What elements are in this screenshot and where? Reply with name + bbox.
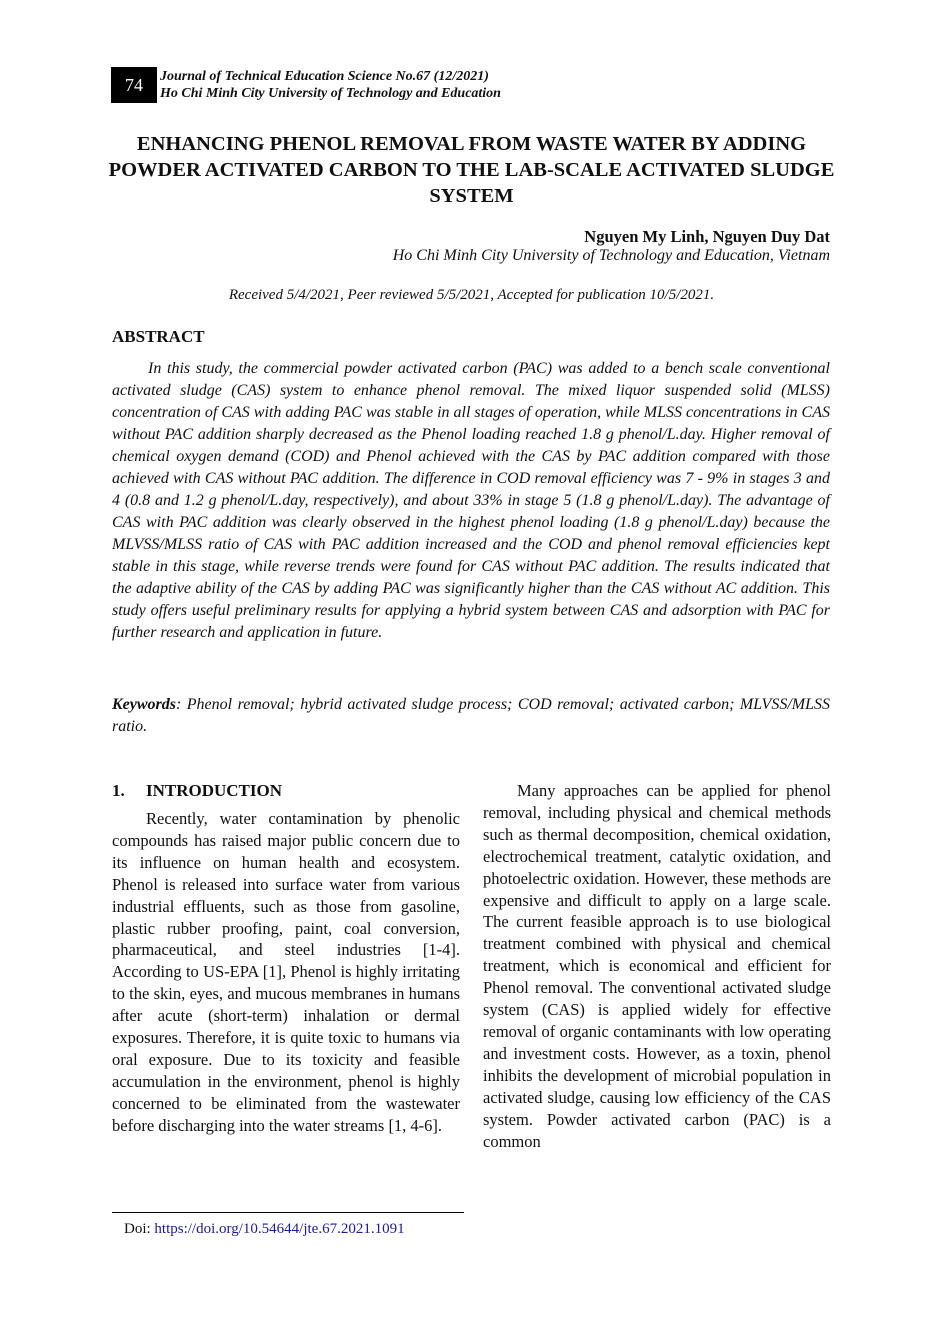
keywords-text: : Phenol removal; hybrid activated sludge process; COD removal; activated carbon; MLVSS/MLSS ratio. <box>112 696 830 735</box>
authors: Nguyen My Linh, Nguyen Duy Dat <box>584 227 830 246</box>
journal-header <box>160 68 501 102</box>
doi-label: Doi: <box>124 1221 155 1237</box>
page-number: 74 <box>111 67 157 103</box>
keywords-label: Keywords <box>112 696 176 713</box>
section-title: INTRODUCTION <box>146 781 283 800</box>
right-column <box>483 780 831 1152</box>
journal-publisher: Ho Chi Minh City University of Technology and Education <box>160 86 501 101</box>
doi-footnote <box>124 1221 405 1238</box>
section-heading-introduction <box>112 780 460 802</box>
abstract-text: In this study, the commercial powder activated carbon (PAC) was added to a bench scale conventional activated sludge (CAS) system to enhance phenol removal. The mixed liquor suspended solid (MLSS) concentration of CAS with adding PAC was stable in all stages of operation, while MLSS concentrations in CAS without PAC addition sharply decreased as the Phenol loading reached 1.8 g phenol/L.day. Higher removal of chemical oxygen demand (COD) and Phenol achieved with the CAS by PAC addition compared with those achieved with CAS without PAC addition. The difference in COD removal efficiency was 7 - 9% in stages 3 and 4 (0.8 and 1.2 g phenol/L.day, respectively), and about 33% in stage 5 (1.8 g phenol/L.day). The advantage of CAS with PAC addition was clearly observed in the highest phenol loading (1.8 g phenol/L.day) because the MLVSS/MLSS ratio of CAS with PAC addition increased and the COD and phenol removal efficiencies kept stable in this stage, while reverse trends were found for CAS without PAC addition. The results indicated that the adaptive ability of the CAS by adding PAC was significantly higher than the CAS without AC addition. This study offers useful preliminary results for applying a hybrid system between CAS and adsorption with PAC for further research and application in future. <box>112 360 830 641</box>
intro-paragraph-2: Many approaches can be applied for phenol removal, including physical and chemical methods such as thermal decomposition, chemical oxidation, electrochemical treatment, catalytic oxidation, and photoelectric oxidation. However, these methods are expensive and difficult to apply on a large scale. The current feasible approach is to use biological treatment combined with physical and chemical treatment, which is economical and efficient for Phenol removal. The conventional activated sludge system (CAS) is applied widely for effective removal of organic contaminants with low operating and investment costs. However, as a toxin, phenol inhibits the development of microbial population in activated sludge, causing low efficiency of the CAS system. Powder activated carbon (PAC) is a common <box>483 781 831 1151</box>
intro-paragraph-1: Recently, water contamination by phenolic compounds has raised major public concern due to its influence on human health and ecosystem. Phenol is released into surface water from various industrial effluents, such as those from gasoline, plastic rubber proofing, paint, coal conversion, pharmaceutical, and steel industries [1-4]. According to US-EPA [1], Phenol is highly irritating to the skin, eyes, and mucous membranes in humans after acute (short-term) inhalation or dermal exposures. Therefore, it is quite toxic to humans via oral exposure. Due to its toxicity and feasible accumulation in the environment, phenol is highly concerned to be eliminated from the wastewater before discharging into the water streams [1, 4-6]. <box>112 809 460 1135</box>
abstract-heading: ABSTRACT <box>112 327 205 346</box>
journal-name: Journal of Technical Education Science No.67 (12/2021) <box>160 69 489 84</box>
article-title: ENHANCING PHENOL REMOVAL FROM WASTE WATER BY ADDING POWDER ACTIVATED CARBON TO THE LAB-SCALE ACTIVATED SLUDGE SYSTEM <box>108 133 835 207</box>
footnote-divider <box>112 1212 464 1213</box>
section-number: 1. <box>112 781 125 800</box>
keywords <box>112 694 830 738</box>
doi-link[interactable]: https://doi.org/10.54644/jte.67.2021.1091 <box>154 1221 405 1237</box>
left-column <box>112 780 460 1137</box>
affiliation: Ho Chi Minh City University of Technology and Education, Vietnam <box>392 247 830 264</box>
publication-dates: Received 5/4/2021, Peer reviewed 5/5/2021, Accepted for publication 10/5/2021. <box>228 287 715 303</box>
